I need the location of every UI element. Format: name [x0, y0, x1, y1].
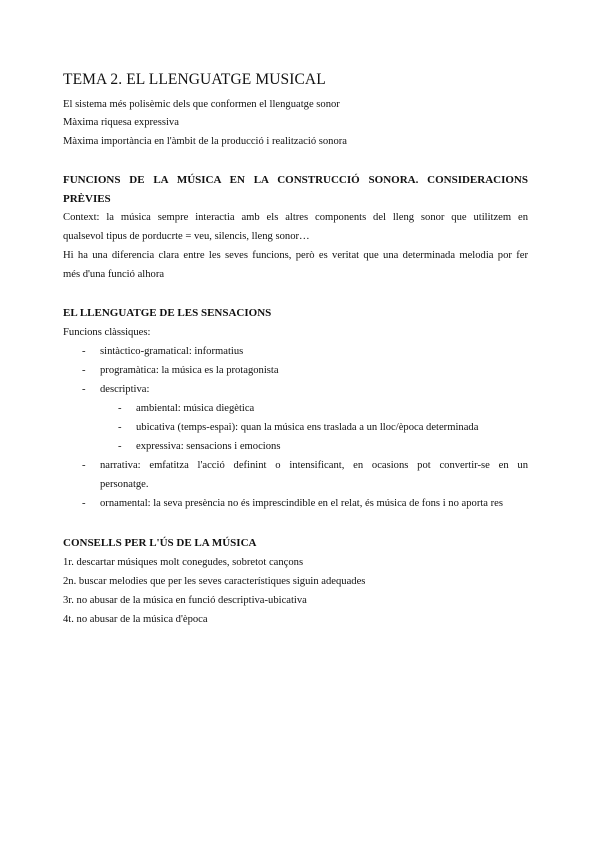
list-subitem: ubicativa (temps-espai): quan la música ens traslada a un lloc/època determinada: [136, 422, 479, 433]
list-bullet: -: [82, 498, 86, 509]
list-lead: Funcions clàssiques:: [63, 327, 151, 338]
intro-line: Màxima importància en l'àmbit de la producció i realització sonora: [63, 136, 348, 147]
section-heading: PRÈVIES: [63, 193, 111, 205]
section-heading: EL LLENGUATGE DE LES SENSACIONS: [63, 307, 272, 319]
advice-item: 3r. no abusar de la música en funció descriptiva-ubicativa: [63, 595, 307, 606]
list-item: descriptiva:: [100, 384, 150, 395]
list-bullet: -: [82, 384, 86, 395]
list-bullet: -: [118, 422, 122, 433]
list-subitem: expressiva: sensacions i emocions: [136, 441, 281, 452]
list-item-continued: personatge.: [100, 479, 149, 490]
list-subitem: ambiental: música diegètica: [136, 403, 255, 414]
section-heading: CONSELLS PER L'ÚS DE LA MÚSICA: [63, 537, 257, 549]
list-item: sintàctico-gramatical: informatius: [100, 346, 244, 357]
intro-line: El sistema més polisèmic dels que conformen el llenguatge sonor: [63, 99, 340, 110]
list-bullet: -: [118, 403, 122, 414]
list-item: ornamental: la seva presència no és imprescindible en el relat, és música de fons i no aporta res: [100, 498, 504, 509]
list-item: narrativa: emfatitza l'acció definint o intensificant, en ocasions pot convertir-se en un: [100, 460, 528, 471]
list-bullet: -: [118, 441, 122, 452]
section-heading: FUNCIONS DE LA MÚSICA EN LA CONSTRUCCIÓ SONORA. CONSIDERACIONS: [63, 174, 528, 186]
advice-item: 4t. no abusar de la música d'època: [63, 614, 208, 625]
paragraph-line: més d'una funció alhora: [63, 269, 165, 280]
page-title: TEMA 2. EL LLENGUATGE MUSICAL: [63, 71, 326, 88]
list-item: programàtica: la música es la protagonista: [100, 365, 279, 376]
advice-item: 1r. descartar músiques molt conegudes, sobretot cançons: [63, 557, 304, 568]
list-bullet: -: [82, 460, 86, 471]
paragraph-line: Context: la música sempre interactia amb els altres components del lleng sonor que utilitzem en: [63, 212, 528, 223]
paragraph-line: qualsevol tipus de porducrte = veu, silencis, lleng sonor…: [63, 231, 310, 242]
paragraph-line: Hi ha una diferencia clara entre les seves funcions, però es veritat que una determinada melodia por fer: [63, 250, 528, 261]
intro-line: Màxima riquesa expressiva: [63, 117, 179, 128]
advice-item: 2n. buscar melodies que per les seves característiques siguin adequades: [63, 576, 366, 587]
list-bullet: -: [82, 346, 86, 357]
list-bullet: -: [82, 365, 86, 376]
